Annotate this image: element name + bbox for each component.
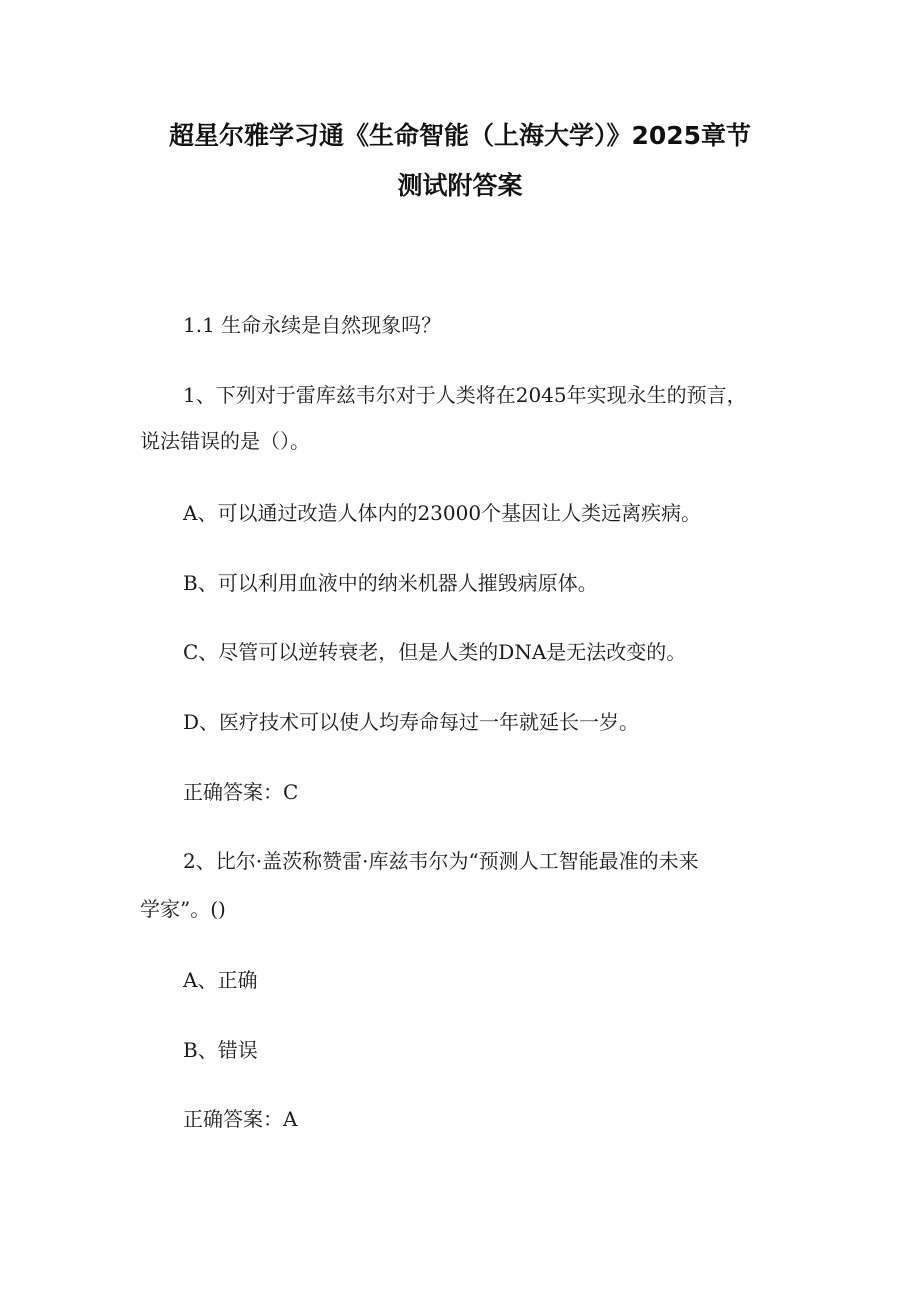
question-stem-line-2: 说法错误的是（）。 [140, 429, 310, 453]
section-heading: 1.1 生命永续是自然现象吗？ [183, 313, 442, 337]
document-title-line-2: 测试附答案 [397, 171, 523, 200]
question-stem-line-1: 2、比尔·盖茨称赞雷·库兹韦尔为“预测人工智能最准的未来 [183, 849, 699, 873]
correct-answer: 正确答案：C [183, 780, 299, 804]
option-b: B、错误 [183, 1038, 258, 1062]
correct-answer: 正确答案：A [183, 1107, 298, 1131]
option-a: A、可以通过改造人体内的23000个基因让人类远离疾病。 [183, 501, 702, 525]
option-b: B、可以利用血液中的纳米机器人摧毁病原体。 [183, 571, 598, 595]
option-d: D、医疗技术可以使人均寿命每过一年就延长一岁。 [183, 710, 640, 734]
option-a: A、正确 [183, 968, 258, 992]
document-title-line-1: 超星尔雅学习通《生命智能（上海大学）》2025章节 [168, 121, 752, 150]
question-stem-line-1: 1、下列对于雷库兹韦尔对于人类将在2045年实现永生的预言， [183, 383, 747, 407]
option-c: C、尽管可以逆转衰老，但是人类的DNA是无法改变的。 [183, 640, 687, 664]
question-stem-line-2: 学家”。() [140, 897, 226, 921]
